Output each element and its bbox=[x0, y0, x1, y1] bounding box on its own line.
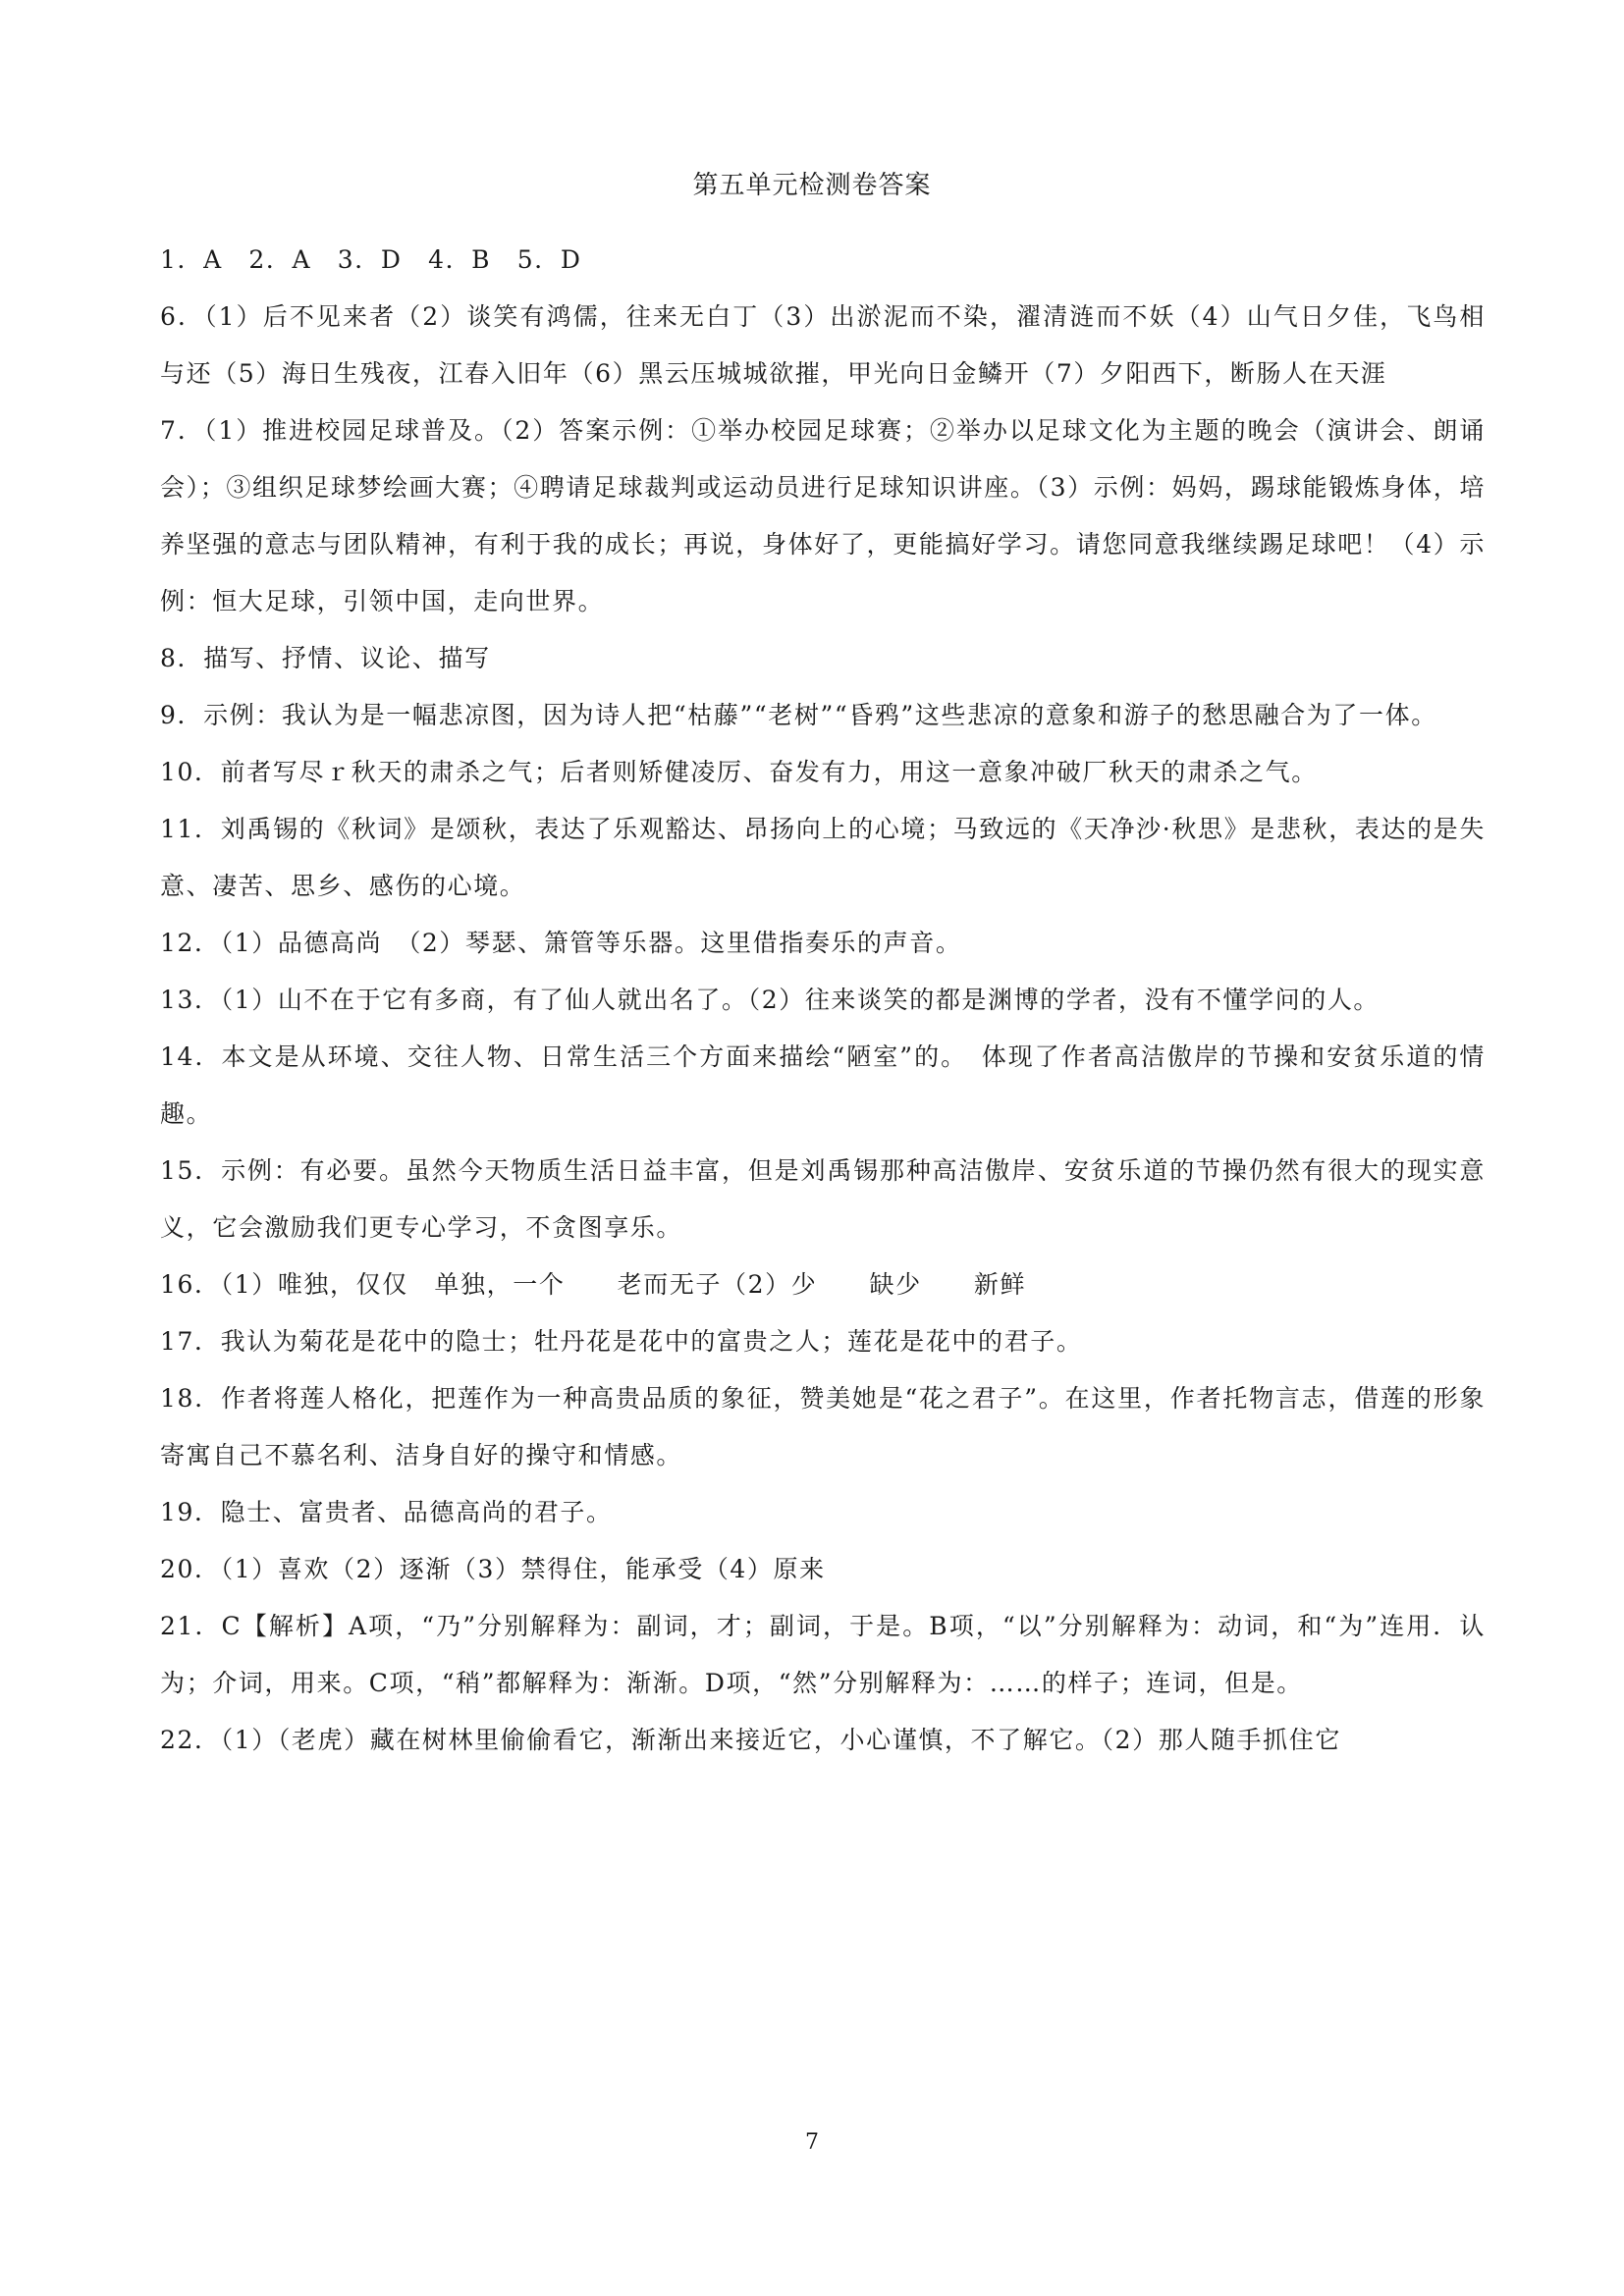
answer-item-6: 6．（1）后不见来者（2）谈笑有鸿儒，往来无白丁（3）出淤泥而不染，濯清涟而不妖（4）山气日夕佳，飞鸟相与还（5）海日生残夜，江春入旧年（6）黑云压城城欲摧，甲光向日金鳞开（7）夕阳西下，断肠人在天涯 bbox=[160, 302, 1486, 388]
answer-item-17: 17．我认为菊花是花中的隐士；牡丹花是花中的富贵之人；莲花是花中的君子。 bbox=[160, 1327, 1083, 1356]
answer-item-18: 18．作者将莲人格化，把莲作为一种高贵品质的象征，赞美她是“花之君子”。在这里，作者托物言志，借莲的形象寄寓自己不慕名利、洁身自好的操守和情感。 bbox=[160, 1384, 1486, 1469]
answer-item-16: 16．（1）唯独，仅仅 单独，一个 老而无子（2）少 缺少 新鲜 bbox=[160, 1270, 1027, 1299]
answer-item-20: 20．（1）喜欢（2）逐渐（3）禁得住，能承受（4）原来 bbox=[160, 1555, 826, 1583]
answer-item-22: 22．（1）（老虎）藏在树林里偷偷看它，渐渐出来接近它，小心谨慎，不了解它。（2）那人随手抓住它 bbox=[160, 1726, 1341, 1754]
answer-item-13: 13．（1）山不在于它有多商，有了仙人就出名了。（2）往来谈笑的都是渊博的学者，没有不懂学问的人。 bbox=[160, 986, 1380, 1014]
answer-item-8: 8．描写、抒情、议论、描写 bbox=[160, 644, 491, 672]
answer-item-15: 15．示例：有必要。虽然今天物质生活日益丰富，但是刘禹锡那种高洁傲岸、安贫乐道的节操仍然有很大的现实意义，它会激励我们更专心学习，不贪图享乐。 bbox=[160, 1156, 1486, 1242]
answer-item-11: 11．刘禹锡的《秋词》是颂秋，表达了乐观豁达、昂扬向上的心境；马致远的《天净沙·秋思》是悲秋，表达的是失意、凄苦、思乡、感伤的心境。 bbox=[160, 815, 1486, 900]
answer-item-7: 7．（1）推进校园足球普及。（2）答案示例：①举办校园足球赛；②举办以足球文化为主题的晚会（演讲会、朗诵会）；③组织足球梦绘画大赛；④聘请足球裁判或运动员进行足球知识讲座。（3）示例：妈妈，踢球能锻炼身体，培养坚强的意志与团队精神，有利于我的成长；再说，身体好了，更能搞好学习。请您同意我继续踢足球吧！（4）示例：恒大足球，引领中国，走向世界。 bbox=[160, 416, 1486, 615]
answer-item-10: 10．前者写尽ｒ秋天的肃杀之气；后者则矫健凌厉、奋发有力，用这一意象冲破厂秋天的肃杀之气。 bbox=[160, 758, 1318, 786]
answer-item-9: 9．示例：我认为是一幅悲凉图，因为诗人把“枯藤”“老树”“昏鸦”这些悲凉的意象和游子的愁思融合为了一体。 bbox=[160, 701, 1437, 729]
answer-item-14: 14．本文是从环境、交往人物、日常生活三个方面来描绘“陋室”的。 体现了作者高洁傲岸的节操和安贫乐道的情趣。 bbox=[160, 1042, 1486, 1128]
answer-item-21: 21．C【解析】A项，“乃”分别解释为：副词，才；副词，于是。B项，“以”分别解释为：动词，和“为”连用．认为；介词，用来。C项，“稍”都解释为：渐渐。D项，“然”分别解释为：……的样子；连词，但是。 bbox=[160, 1612, 1486, 1697]
page-title: 第五单元检测卷答案 bbox=[692, 171, 932, 200]
answer-item-1-5: 1．A 2．A 3．D 4．B 5．D bbox=[160, 245, 582, 274]
answer-item-19: 19．隐士、富贵者、品德高尚的君子。 bbox=[160, 1498, 613, 1526]
page-number: 7 bbox=[805, 2130, 819, 2155]
answer-item-12: 12．（1）品德高尚 （2）琴瑟、箫管等乐器。这里借指奏乐的声音。 bbox=[160, 929, 962, 957]
answer-list bbox=[160, 232, 1486, 1769]
